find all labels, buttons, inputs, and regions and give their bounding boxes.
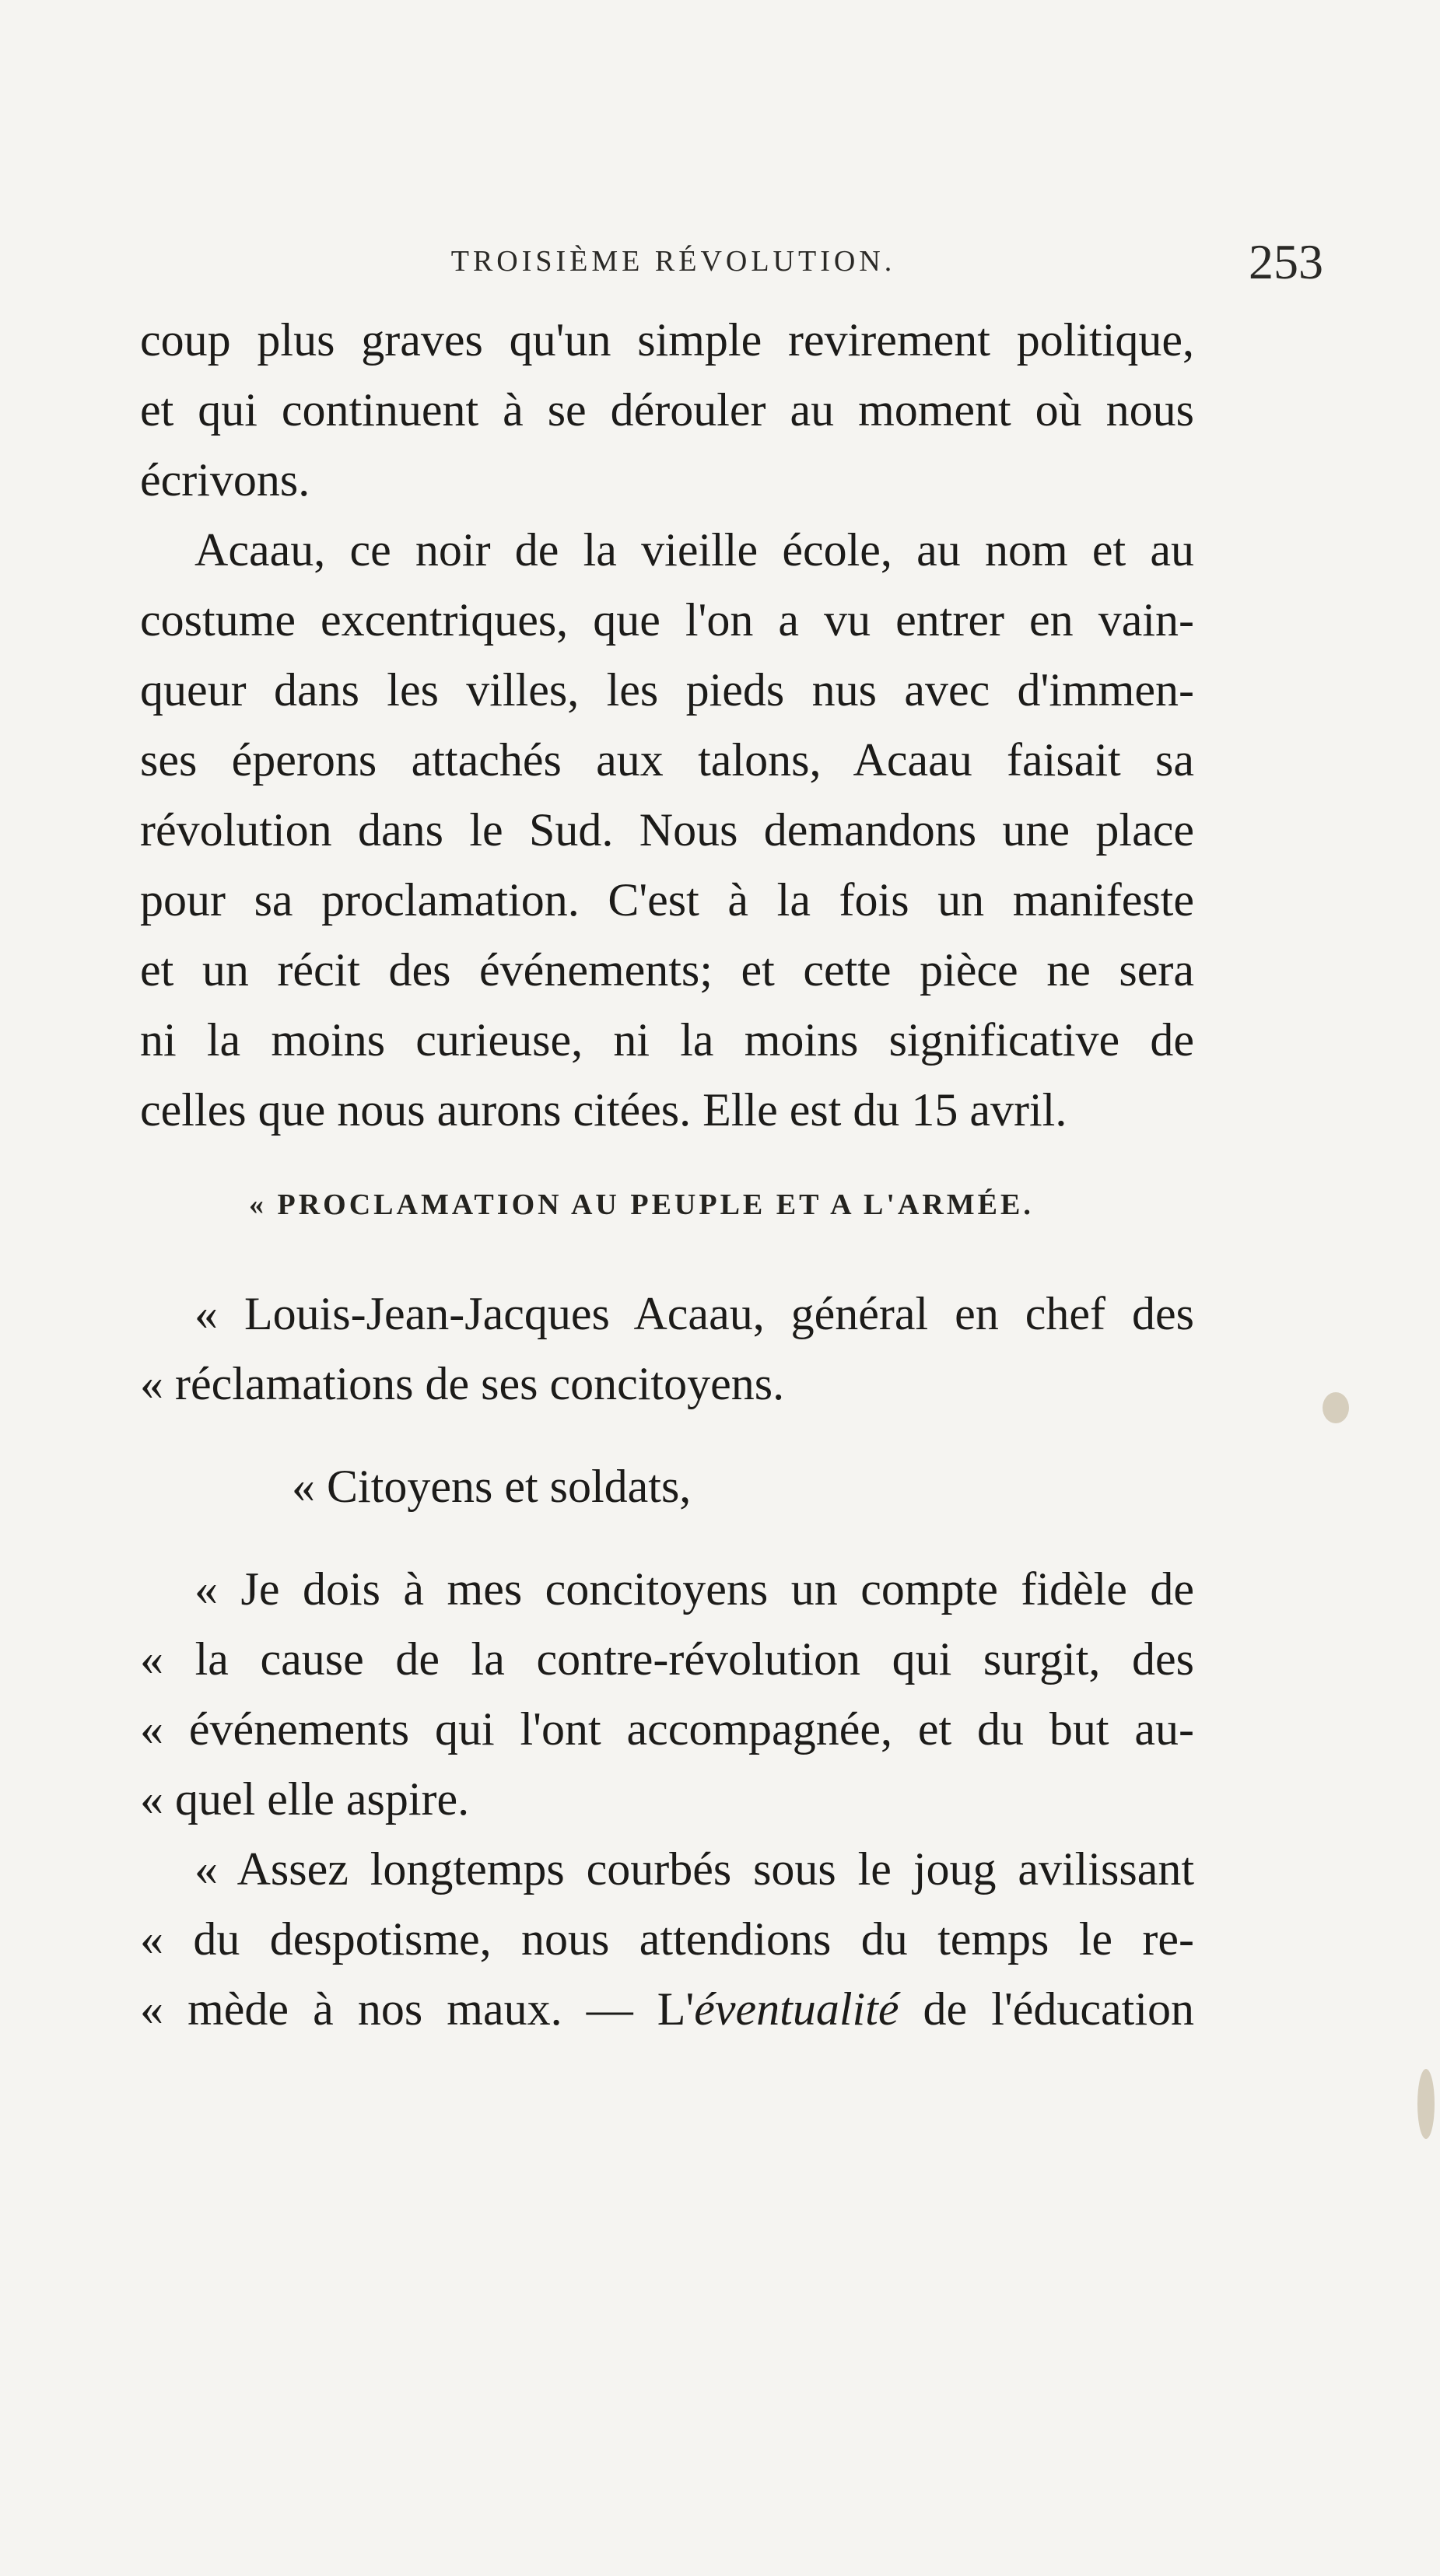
text-line: « du despotisme, nous attendions du temps le re- [140,1913,1194,1965]
text-line [140,1974,1194,2044]
paragraph [140,305,1194,515]
text-line: révolution dans le Sud. Nous demandons une place [140,804,1194,856]
text-line: et un récit des événements; et cette pièce ne sera [140,944,1194,996]
text-line: queur dans les villes, les pieds nus avec d'immen- [140,664,1194,716]
text-line: Acaau, ce noir de la vieille école, au nom et au [194,524,1194,576]
text-line: pour sa proclamation. C'est à la fois un manifeste [140,874,1194,926]
running-header [140,233,1323,296]
text-line: et qui continuent à se dérouler au moment où nous [140,384,1194,436]
text-line: ses éperons attachés aux talons, Acaau faisait sa [140,734,1194,786]
text-line: « réclamations de ses concitoyens. [140,1358,785,1409]
text-line: « quel elle aspire. [140,1773,470,1825]
text-line: « la cause de la contre-révolution qui surgit, des [140,1633,1194,1685]
text-line: costume excentriques, que l'on a vu entrer en vain- [140,594,1194,646]
running-title: TROISIÈME RÉVOLUTION. [450,245,896,278]
proclamation-heading: « PROCLAMATION AU PEUPLE ET A L'ARMÉE. [249,1188,1034,1221]
salutation: « Citoyens et soldats, [292,1461,692,1512]
text-segment: « mède à nos maux. — L' [140,1983,695,2035]
text-line: « Je dois à mes concitoyens un compte fidèle de [194,1563,1194,1615]
page-number: 253 [1249,234,1323,289]
text-line: coup plus graves qu'un simple revirement politique, [140,314,1194,366]
paragraph [140,515,1194,1145]
paper-stain [1323,1392,1349,1423]
text-line: « événements qui l'ont accompagnée, et du but au- [140,1703,1194,1755]
text-line: « Assez longtemps courbés sous le joug avilissant [194,1843,1194,1895]
paper-stain [1417,2069,1435,2139]
body-text [140,305,1194,2044]
italic-term: éventualité [694,1983,899,2035]
text-line: écrivons. [140,454,310,506]
paragraph [140,1554,1194,1834]
text-segment: de l'éducation [899,1983,1194,2035]
paragraph [140,1834,1194,2044]
text-line: celles que nous aurons citées. Elle est du 15 avril. [140,1084,1067,1136]
text-line: « Louis-Jean-Jacques Acaau, général en chef des [194,1288,1194,1339]
paragraph [140,1279,1194,1419]
text-line: ni la moins curieuse, ni la moins significative de [140,1014,1194,1066]
